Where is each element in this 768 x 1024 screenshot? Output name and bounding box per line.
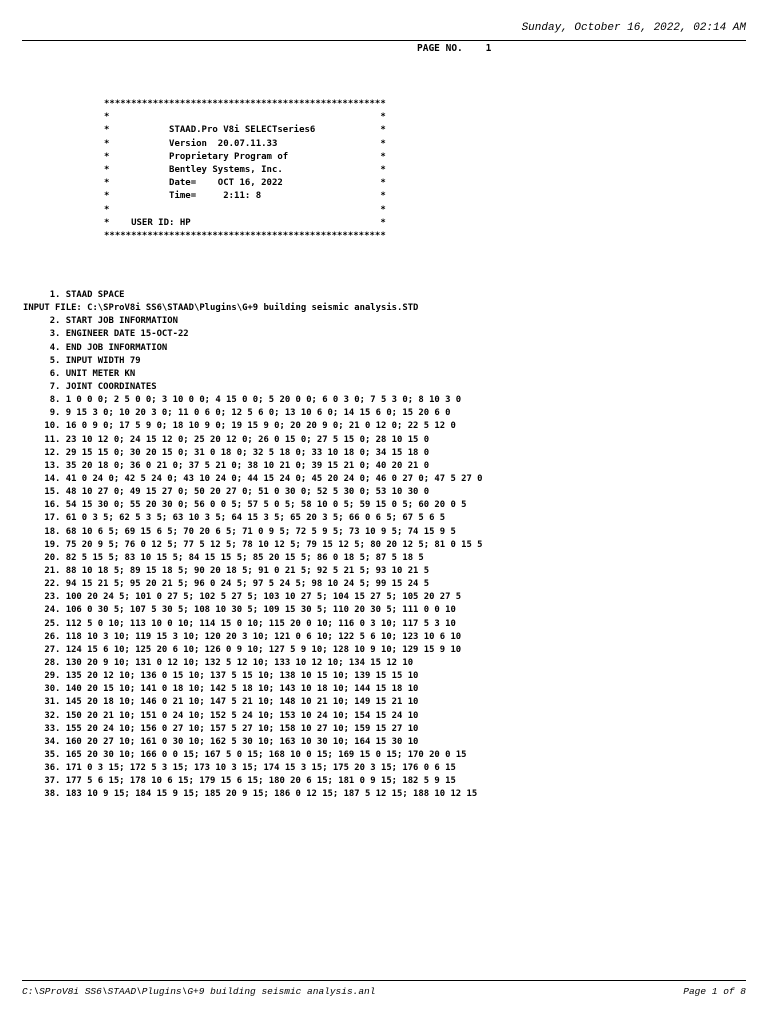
header-divider bbox=[22, 40, 746, 41]
listing-line: INPUT FILE: C:\SProV8i SS6\STAAD\Plugins\G+9 building seismic analysis.STD bbox=[23, 303, 419, 314]
listing-line: 29. 135 20 12 10; 136 0 15 10; 137 5 15 10; 138 10 15 10; 139 15 15 10 bbox=[23, 671, 419, 682]
page-count: Page 1 of 8 bbox=[683, 986, 746, 997]
listing-line: 26. 118 10 3 10; 119 15 3 10; 120 20 3 10; 121 0 6 10; 122 5 6 10; 123 10 6 10 bbox=[23, 631, 462, 642]
listing-line: 38. 183 10 9 15; 184 15 9 15; 185 20 9 15; 186 0 12 15; 187 5 12 15; 188 10 12 15 bbox=[23, 789, 478, 800]
listing-line: 18. 68 10 6 5; 69 15 6 5; 70 20 6 5; 71 0 9 5; 72 5 9 5; 73 10 9 5; 74 15 9 5 bbox=[23, 526, 456, 537]
program-banner bbox=[104, 98, 386, 243]
banner-line: **************************************************** bbox=[104, 231, 386, 242]
listing-line: 10. 16 0 9 0; 17 5 9 0; 18 10 9 0; 19 15 9 0; 20 20 9 0; 21 0 12 0; 22 5 12 0 bbox=[23, 421, 456, 432]
listing-line: 37. 177 5 6 15; 178 10 6 15; 179 15 6 15; 180 20 6 15; 181 0 9 15; 182 5 9 15 bbox=[23, 776, 456, 787]
listing-line: 27. 124 15 6 10; 125 20 6 10; 126 0 9 10; 127 5 9 10; 128 10 9 10; 129 15 9 10 bbox=[23, 644, 462, 655]
report-datetime: Sunday, October 16, 2022, 02:14 AM bbox=[521, 22, 746, 34]
banner-line: **************************************************** bbox=[104, 99, 386, 109]
listing-line: 20. 82 5 15 5; 83 10 15 5; 84 15 15 5; 85 20 15 5; 86 0 18 5; 87 5 18 5 bbox=[23, 552, 424, 563]
listing-line: 11. 23 10 12 0; 24 15 12 0; 25 20 12 0; 26 0 15 0; 27 5 15 0; 28 10 15 0 bbox=[23, 434, 430, 445]
listing-line: 14. 41 0 24 0; 42 5 24 0; 43 10 24 0; 44 15 24 0; 45 20 24 0; 46 0 27 0; 47 5 27 0 bbox=[23, 473, 483, 484]
listing-line: 16. 54 15 30 0; 55 20 30 0; 56 0 0 5; 57 5 0 5; 58 10 0 5; 59 15 0 5; 60 20 0 5 bbox=[23, 500, 467, 511]
banner-line: * Time= 2:11: 8 * bbox=[104, 191, 386, 202]
listing-line: 2. START JOB INFORMATION bbox=[23, 316, 178, 327]
page-number-label: PAGE NO. 1 bbox=[417, 43, 492, 54]
banner-line: * * bbox=[104, 112, 386, 123]
listing-line: 28. 130 20 9 10; 131 0 12 10; 132 5 12 10; 133 10 12 10; 134 15 12 10 bbox=[23, 657, 414, 668]
listing-line: 30. 140 20 15 10; 141 0 18 10; 142 5 18 10; 143 10 18 10; 144 15 18 10 bbox=[23, 684, 419, 695]
listing-line: 13. 35 20 18 0; 36 0 21 0; 37 5 21 0; 38 10 21 0; 39 15 21 0; 40 20 21 0 bbox=[23, 460, 430, 471]
footer-divider bbox=[22, 980, 746, 981]
listing-line: 17. 61 0 3 5; 62 5 3 5; 63 10 3 5; 64 15 3 5; 65 20 3 5; 66 0 6 5; 67 5 6 5 bbox=[23, 513, 446, 524]
listing-line: 6. UNIT METER KN bbox=[23, 368, 136, 379]
banner-line: * STAAD.Pro V8i SELECTseries6 * bbox=[104, 125, 386, 136]
banner-line: * Proprietary Program of * bbox=[104, 151, 386, 162]
listing-line: 7. JOINT COORDINATES bbox=[23, 381, 157, 392]
listing-line: 19. 75 20 9 5; 76 0 12 5; 77 5 12 5; 78 10 12 5; 79 15 12 5; 80 20 12 5; 81 0 15 5 bbox=[23, 539, 483, 550]
listing-line: 12. 29 15 15 0; 30 20 15 0; 31 0 18 0; 32 5 18 0; 33 10 18 0; 34 15 18 0 bbox=[23, 447, 430, 458]
banner-line: * Bentley Systems, Inc. * bbox=[104, 165, 386, 176]
listing-line: 3. ENGINEER DATE 15-OCT-22 bbox=[23, 329, 189, 340]
output-file-path: C:\SProV8i SS6\STAAD\Plugins\G+9 building seismic analysis.anl bbox=[22, 986, 376, 997]
listing-line: 9. 9 15 3 0; 10 20 3 0; 11 0 6 0; 12 5 6 0; 13 10 6 0; 14 15 6 0; 15 20 6 0 bbox=[23, 408, 451, 419]
listing-line: 36. 171 0 3 15; 172 5 3 15; 173 10 3 15; 174 15 3 15; 175 20 3 15; 176 0 6 15 bbox=[23, 763, 456, 774]
banner-line: * Version 20.07.11.33 * bbox=[104, 138, 386, 149]
listing-line: 32. 150 20 21 10; 151 0 24 10; 152 5 24 10; 153 10 24 10; 154 15 24 10 bbox=[23, 710, 419, 721]
listing-line: 24. 106 0 30 5; 107 5 30 5; 108 10 30 5; 109 15 30 5; 110 20 30 5; 111 0 0 10 bbox=[23, 605, 456, 616]
listing-line: 33. 155 20 24 10; 156 0 27 10; 157 5 27 10; 158 10 27 10; 159 15 27 10 bbox=[23, 723, 419, 734]
listing-line: 25. 112 5 0 10; 113 10 0 10; 114 15 0 10; 115 20 0 10; 116 0 3 10; 117 5 3 10 bbox=[23, 618, 456, 629]
listing-line: 22. 94 15 21 5; 95 20 21 5; 96 0 24 5; 97 5 24 5; 98 10 24 5; 99 15 24 5 bbox=[23, 579, 430, 590]
listing-line: 34. 160 20 27 10; 161 0 30 10; 162 5 30 10; 163 10 30 10; 164 15 30 10 bbox=[23, 736, 419, 747]
banner-line: * Date= OCT 16, 2022 * bbox=[104, 178, 386, 189]
banner-line: * USER ID: HP * bbox=[104, 217, 386, 228]
listing-line: 4. END JOB INFORMATION bbox=[23, 342, 168, 353]
input-listing bbox=[23, 289, 483, 801]
listing-line: 35. 165 20 30 10; 166 0 0 15; 167 5 0 15; 168 10 0 15; 169 15 0 15; 170 20 0 15 bbox=[23, 749, 467, 760]
listing-line: 15. 48 10 27 0; 49 15 27 0; 50 20 27 0; 51 0 30 0; 52 5 30 0; 53 10 30 0 bbox=[23, 487, 430, 498]
listing-line: 31. 145 20 18 10; 146 0 21 10; 147 5 21 10; 148 10 21 10; 149 15 21 10 bbox=[23, 697, 419, 708]
listing-line: 8. 1 0 0 0; 2 5 0 0; 3 10 0 0; 4 15 0 0; 5 20 0 0; 6 0 3 0; 7 5 3 0; 8 10 3 0 bbox=[23, 395, 462, 406]
listing-line: 23. 100 20 24 5; 101 0 27 5; 102 5 27 5; 103 10 27 5; 104 15 27 5; 105 20 27 5 bbox=[23, 592, 462, 603]
banner-line: * * bbox=[104, 204, 386, 215]
listing-line: 21. 88 10 18 5; 89 15 18 5; 90 20 18 5; 91 0 21 5; 92 5 21 5; 93 10 21 5 bbox=[23, 565, 430, 576]
listing-line: 1. STAAD SPACE bbox=[23, 290, 125, 300]
listing-line: 5. INPUT WIDTH 79 bbox=[23, 355, 141, 366]
